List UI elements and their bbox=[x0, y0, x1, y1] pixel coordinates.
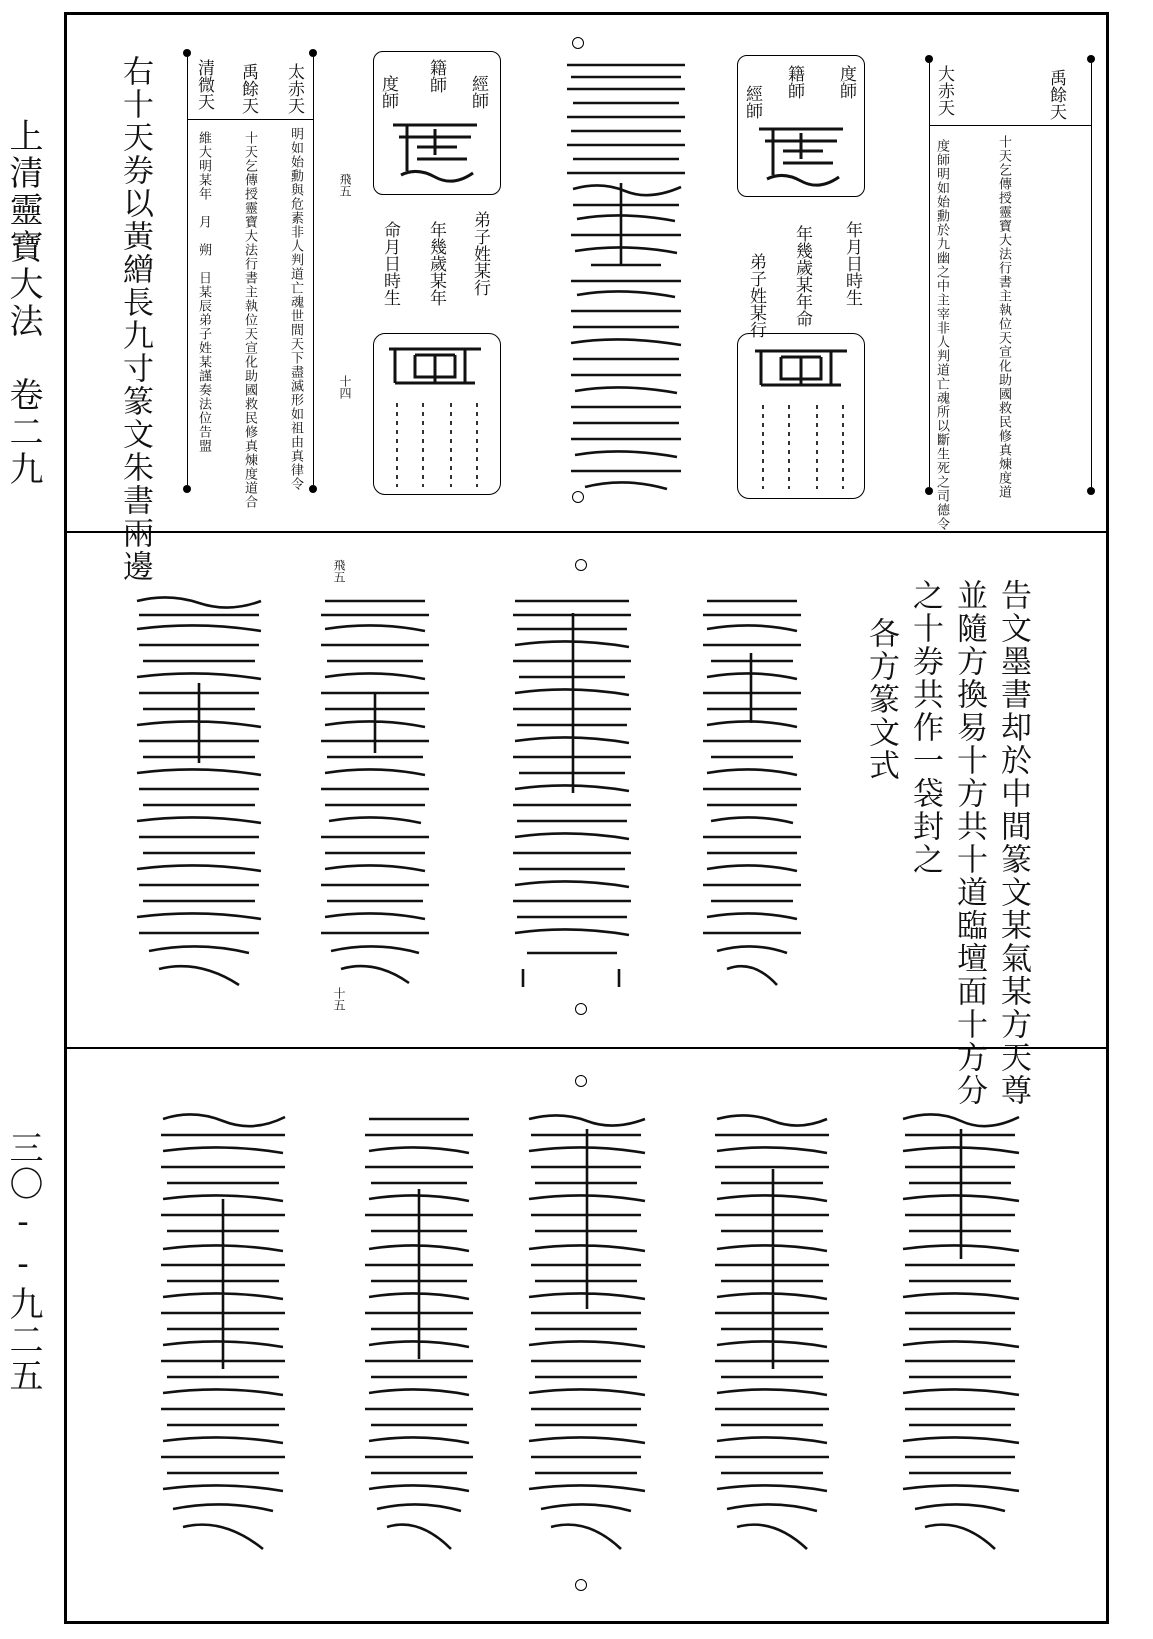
seal-small-text bbox=[747, 399, 857, 495]
seal-glyph bbox=[385, 341, 485, 391]
binding-circle bbox=[575, 1003, 587, 1015]
page-frame bbox=[64, 12, 1109, 1624]
border-line bbox=[929, 125, 1091, 126]
seal-script-column bbox=[561, 55, 691, 495]
corner-dot bbox=[925, 487, 933, 495]
teacher-label: 度師 bbox=[836, 65, 856, 99]
talisman-text: 維大明某年 月 朔 日某辰弟子姓某謹奏法位告盟 bbox=[196, 131, 211, 453]
running-head: 上清靈寶大法 卷二九 bbox=[3, 118, 43, 488]
instruction-heading: 各方篆文式 bbox=[863, 617, 899, 782]
disciple-label: 年幾歲某年 bbox=[426, 221, 446, 306]
disciple-label: 弟子姓某行 bbox=[746, 253, 766, 338]
corner-dot bbox=[309, 49, 317, 57]
binding-circle bbox=[575, 1579, 587, 1591]
binding-circle bbox=[575, 559, 587, 571]
corner-dot bbox=[1087, 55, 1095, 63]
seal-script-column bbox=[707, 1109, 837, 1559]
corner-dot bbox=[183, 49, 191, 57]
margin-mark: 飛五 bbox=[332, 559, 346, 583]
heaven-label: 太赤天 bbox=[284, 63, 304, 114]
heaven-label: 禹餘天 bbox=[1046, 69, 1066, 120]
margin-mark: 飛五 bbox=[338, 173, 352, 197]
caption: 右十天券以黃繒長九寸篆文朱書兩邊 bbox=[117, 55, 153, 583]
border-line bbox=[187, 57, 188, 485]
disciple-label: 弟子姓某行 bbox=[470, 211, 490, 296]
corner-dot bbox=[925, 55, 933, 63]
talisman-text: 十天乞傳授靈寶大法行書主執位天宣化助國救民修真煉度道 bbox=[996, 135, 1011, 499]
disciple-label: 年幾歲某年命 bbox=[792, 225, 812, 327]
seal-script-column bbox=[507, 593, 637, 993]
teacher-label: 度師 bbox=[378, 75, 398, 109]
seal-glyph bbox=[751, 343, 851, 393]
heaven-label: 禹餘天 bbox=[238, 63, 258, 114]
corner-dot bbox=[1087, 487, 1095, 495]
seal-script-column bbox=[129, 593, 269, 993]
corner-dot bbox=[183, 485, 191, 493]
instruction-line: 之十券共作一袋封之 bbox=[907, 579, 943, 876]
seal-small-text bbox=[381, 397, 491, 493]
talisman-text: 十天乞傳授靈寶大法行書主執位天宣化助國救民修真煉度道合 bbox=[242, 131, 257, 509]
instruction-line: 並隨方換易十方共十道臨壇面十方分 bbox=[951, 579, 987, 1107]
seal-script-column bbox=[359, 1109, 479, 1559]
seal-script-column bbox=[697, 593, 807, 993]
seal-script-column bbox=[153, 1109, 293, 1559]
seal-script-column bbox=[521, 1109, 651, 1559]
binding-circle bbox=[575, 1075, 587, 1087]
margin-mark: 十五 bbox=[332, 987, 346, 1011]
teacher-label: 經師 bbox=[742, 85, 762, 119]
heaven-label: 大赤天 bbox=[934, 65, 954, 116]
teacher-label: 籍師 bbox=[784, 65, 804, 99]
seal-glyph bbox=[753, 119, 849, 191]
talisman-text: 度師明如始勳於九幽之中主宰非人判道亡魂所以斷生死之司德令 bbox=[934, 139, 949, 531]
border-line bbox=[313, 57, 314, 485]
margin-mark: 十四 bbox=[338, 375, 352, 399]
panel-bottom bbox=[67, 1049, 1106, 1621]
disciple-label: 年月日時生 bbox=[842, 221, 862, 306]
teacher-label: 經師 bbox=[468, 75, 488, 109]
instruction-line: 告文墨書却於中間篆文某氣某方天尊 bbox=[995, 579, 1031, 1107]
seal-glyph bbox=[387, 115, 483, 187]
talisman-text: 明如始勳與危素非人判道亡魂世間天下盡滅形如祖由真律令 bbox=[288, 127, 303, 491]
seal-script-column bbox=[315, 593, 435, 993]
panel-top bbox=[67, 15, 1106, 583]
heaven-label: 清微天 bbox=[194, 59, 214, 110]
disciple-label: 命月日時生 bbox=[380, 221, 400, 306]
border-line bbox=[929, 63, 930, 487]
teacher-label: 籍師 bbox=[426, 59, 446, 93]
corner-dot bbox=[309, 485, 317, 493]
binding-circle bbox=[572, 37, 584, 49]
panel-middle bbox=[67, 533, 1106, 1107]
page-number: 三〇--九二五 bbox=[3, 1130, 43, 1394]
seal-script-column bbox=[895, 1109, 1025, 1559]
border-line bbox=[1091, 63, 1092, 487]
border-line bbox=[187, 119, 313, 120]
